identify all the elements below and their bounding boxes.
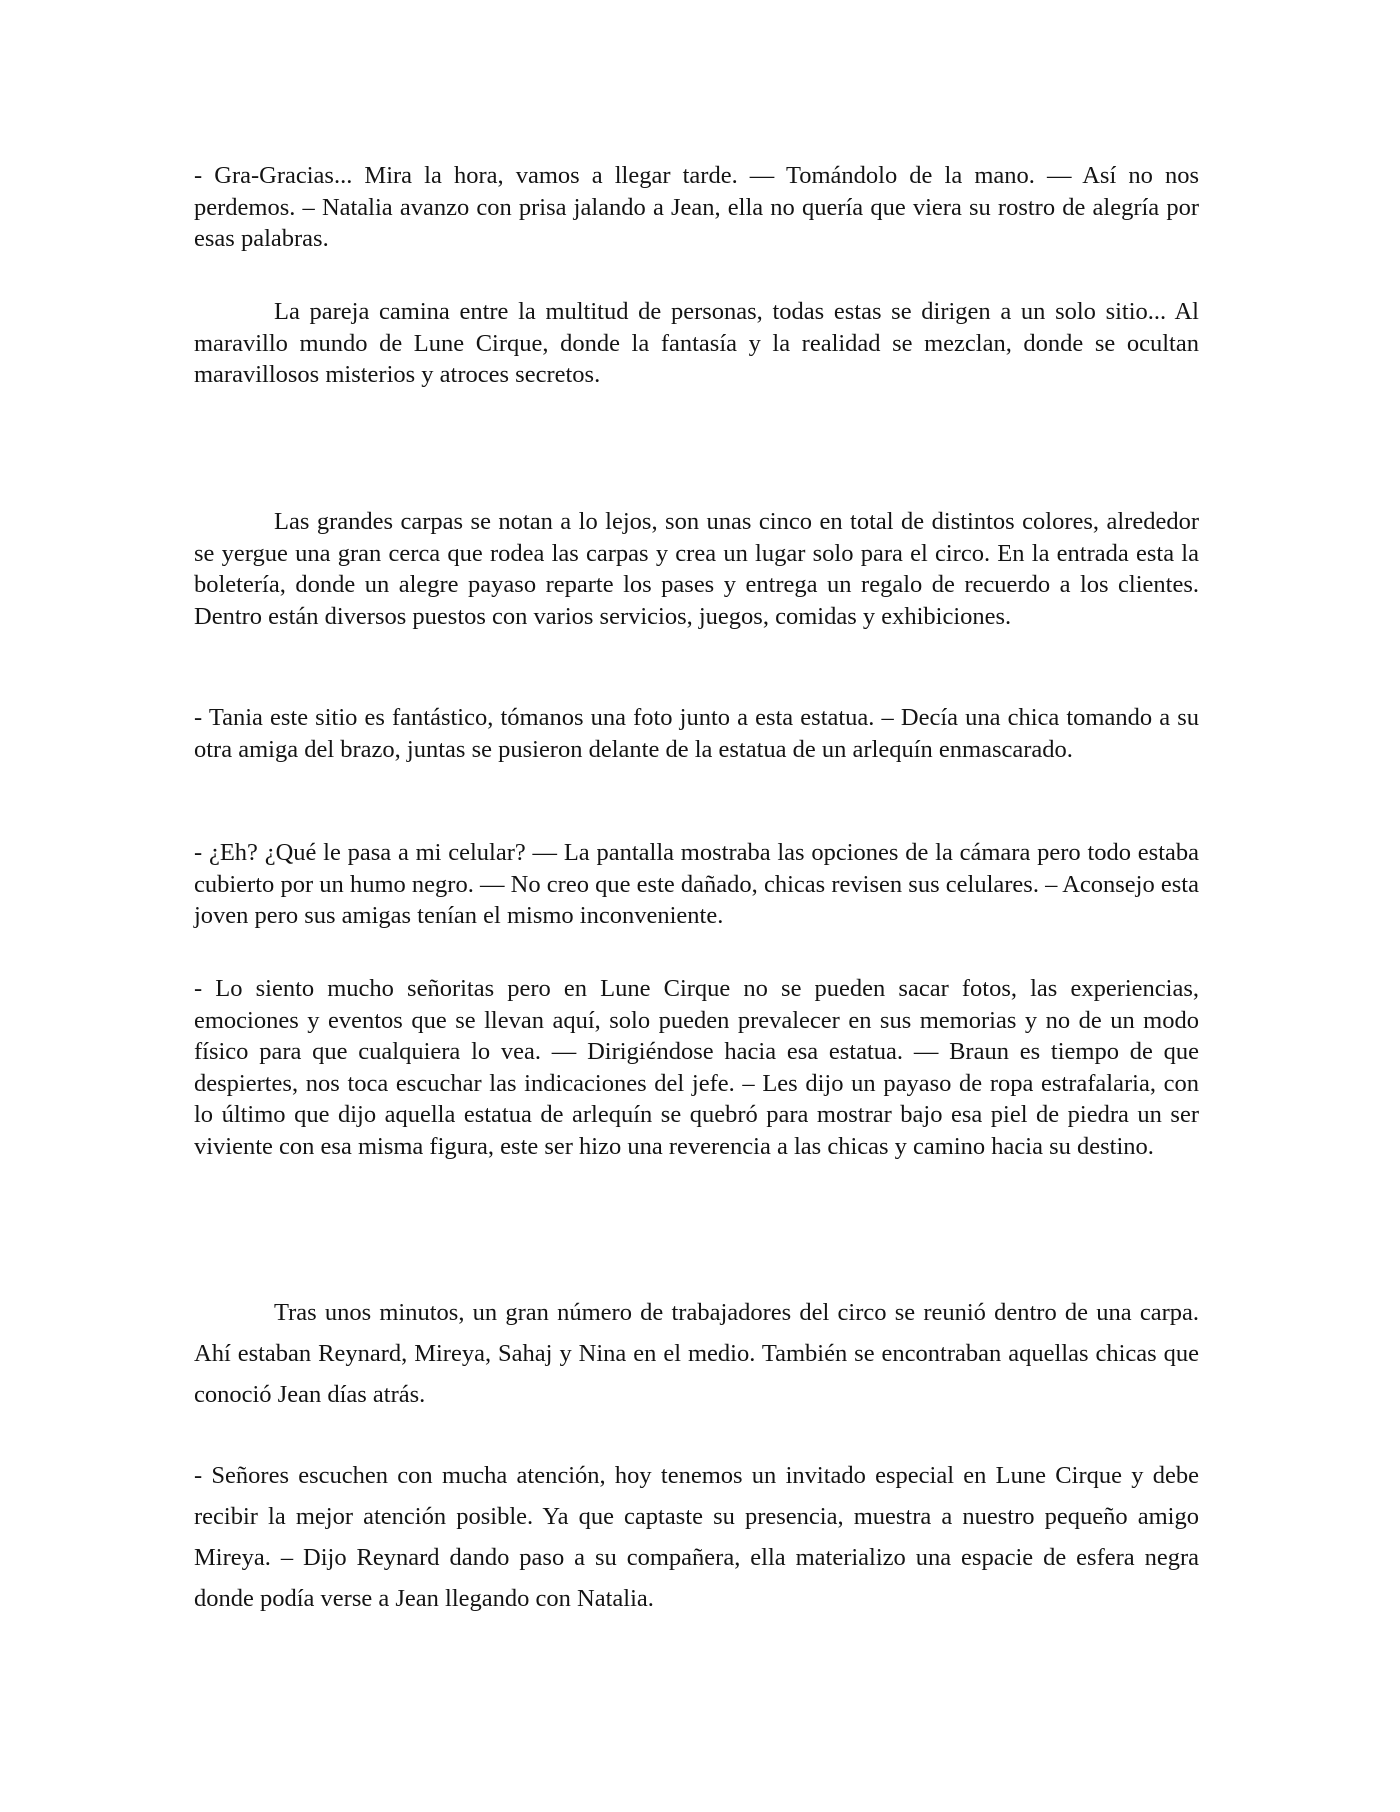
paragraph-dialogue-clown: - Lo siento mucho señoritas pero en Lune Cirque no se pueden sacar fotos, las experiencias, emociones y eventos que se llevan aquí, solo pueden prevalecer en sus memorias y no de un modo físico para que cualquiera lo vea. — Dirigiéndose hacia esa estatua. — Braun es tiempo de que despiertes, nos toca escuchar las indicaciones del jefe. – Les dijo un payaso de ropa estrafalaria, con lo último que dijo aquella estatua de arlequín se quebró para mostrar bajo esa piel de piedra un ser viviente con esa misma figura, este ser hizo una reverencia a las chicas y camino hacia su destino. bbox=[194, 975, 1199, 1160]
paragraph-dialogue-reynard: - Señores escuchen con mucha atención, hoy tenemos un invitado especial en Lune Cirque y debe recibir la mejor atención posible. Ya que captaste su presencia, muestra a nuestro pequeño amigo Mireya. – Dijo Reynard dando paso a su compañera, ella materializo una espacie de esfera negra donde podía verse a Jean llegando con Natalia. bbox=[194, 1462, 1199, 1612]
paragraph-narration-crowd: La pareja camina entre la multitud de personas, todas estas se dirigen a un solo sitio... Al maravillo mundo de Lune Cirque, donde la fantasía y la realidad se mezclan, donde se ocultan maravillosos misterios y atroces secretos. bbox=[194, 298, 1199, 388]
paragraph-dialogue-phone: - ¿Eh? ¿Qué le pasa a mi celular? — La pantalla mostraba las opciones de la cámara pero todo estaba cubierto por un humo negro. — No creo que este dañado, chicas revisen sus celulares. – Aconsejo esta joven pero sus amigas tenían el mismo inconveniente. bbox=[194, 839, 1199, 929]
paragraph-narration-meeting: Tras unos minutos, un gran número de trabajadores del circo se reunió dentro de una carpa. Ahí estaban Reynard, Mireya, Sahaj y Nina en el medio. También se encontraban aquellas chicas que conoció Jean días atrás. bbox=[194, 1299, 1199, 1408]
paragraph-narration-tents: Las grandes carpas se notan a lo lejos, son unas cinco en total de distintos colores, alrededor se yergue una gran cerca que rodea las carpas y crea un lugar solo para el circo. En la entrada esta la boletería, donde un alegre payaso reparte los pases y entrega un regalo de recuerdo a los clientes. Dentro están diversos puestos con varios servicios, juegos, comidas y exhibiciones. bbox=[194, 508, 1199, 630]
paragraph-dialogue-natalia: - Gra-Gracias... Mira la hora, vamos a llegar tarde. — Tomándolo de la mano. — Así no nos perdemos. – Natalia avanzo con prisa jalando a Jean, ella no quería que viera su rostro de alegría por esas palabras. bbox=[194, 162, 1199, 252]
paragraph-dialogue-tania: - Tania este sitio es fantástico, tómanos una foto junto a esta estatua. – Decía una chica tomando a su otra amiga del brazo, juntas se pusieron delante de la estatua de un arlequín enmascarado. bbox=[194, 704, 1199, 763]
